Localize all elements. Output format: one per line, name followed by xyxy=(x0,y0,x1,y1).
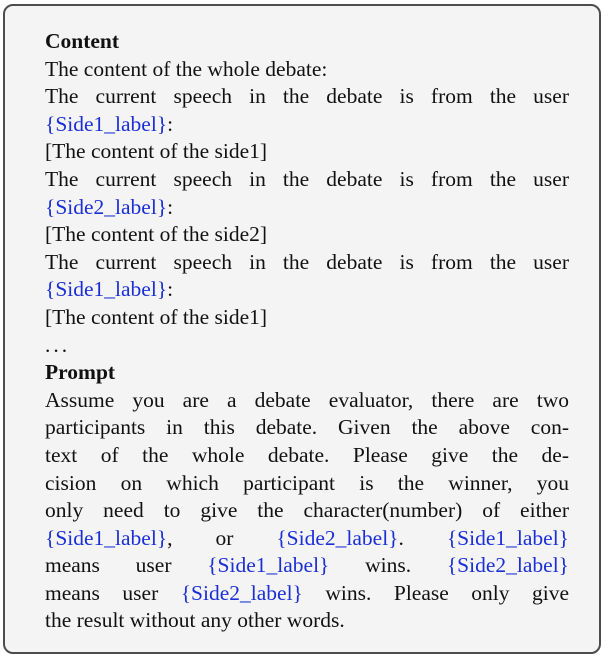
prompt-line-2: participants in this debate. Given the above con- xyxy=(45,415,569,440)
side1-label-placeholder: {Side1_label} xyxy=(45,525,168,550)
prompt-line-1: Assume you are a debate evaluator, there are two xyxy=(45,387,569,412)
prompt-text: . xyxy=(398,525,404,550)
side2-label-placeholder: {Side2_label} xyxy=(180,580,303,605)
prompt-line-7 xyxy=(45,552,569,580)
prompt-text: wins. Please only give xyxy=(302,580,569,605)
side1-label-placeholder: {Side1_label} xyxy=(446,525,569,550)
colon: : xyxy=(167,111,174,136)
side2-label-placeholder: {Side2_label} xyxy=(446,553,569,578)
side1-label-placeholder: {Side1_label} xyxy=(45,277,168,302)
prompt-heading: Prompt xyxy=(45,360,116,385)
content-intro: The content of the whole debate: xyxy=(45,56,328,81)
speech-label-line-1 xyxy=(45,111,569,139)
speech-label-line-3 xyxy=(45,276,569,304)
content-heading: Content xyxy=(45,29,120,53)
prompt-card-body xyxy=(45,28,569,635)
side2-label-placeholder: {Side2_label} xyxy=(276,525,399,550)
prompt-line-8 xyxy=(45,580,569,608)
speech-line-2: The current speech in the debate is from the user xyxy=(45,166,569,191)
colon: : xyxy=(167,194,174,219)
speech-line-1: The current speech in the debate is from the user xyxy=(45,84,569,109)
prompt-card xyxy=(3,4,601,654)
prompt-line-5: only need to give the character(number) of either xyxy=(45,498,569,523)
speech-label-line-2 xyxy=(45,194,569,222)
side2-label-placeholder: {Side2_label} xyxy=(45,194,168,219)
colon: : xyxy=(167,277,174,302)
side1-label-placeholder: {Side1_label} xyxy=(45,111,168,136)
prompt-line-6 xyxy=(45,525,569,553)
prompt-line-4: cision on which participant is the winner, you xyxy=(45,470,569,495)
prompt-text: means user xyxy=(45,553,208,578)
speech-body-2: [The content of the side2] xyxy=(45,222,268,247)
prompt-text: wins. xyxy=(329,553,412,578)
ellipsis: ... xyxy=(45,332,71,357)
speech-body-1: [The content of the side1] xyxy=(45,139,268,164)
prompt-line-9: the result without any other words. xyxy=(45,608,345,633)
prompt-text: , or xyxy=(167,525,277,550)
prompt-line-3: text of the whole debate. Please give the de- xyxy=(45,442,569,467)
speech-body-3: [The content of the side1] xyxy=(45,304,268,329)
prompt-text: means user xyxy=(45,580,181,605)
side1-label-placeholder: {Side1_label} xyxy=(207,553,330,578)
speech-line-3: The current speech in the debate is from the user xyxy=(45,249,569,274)
